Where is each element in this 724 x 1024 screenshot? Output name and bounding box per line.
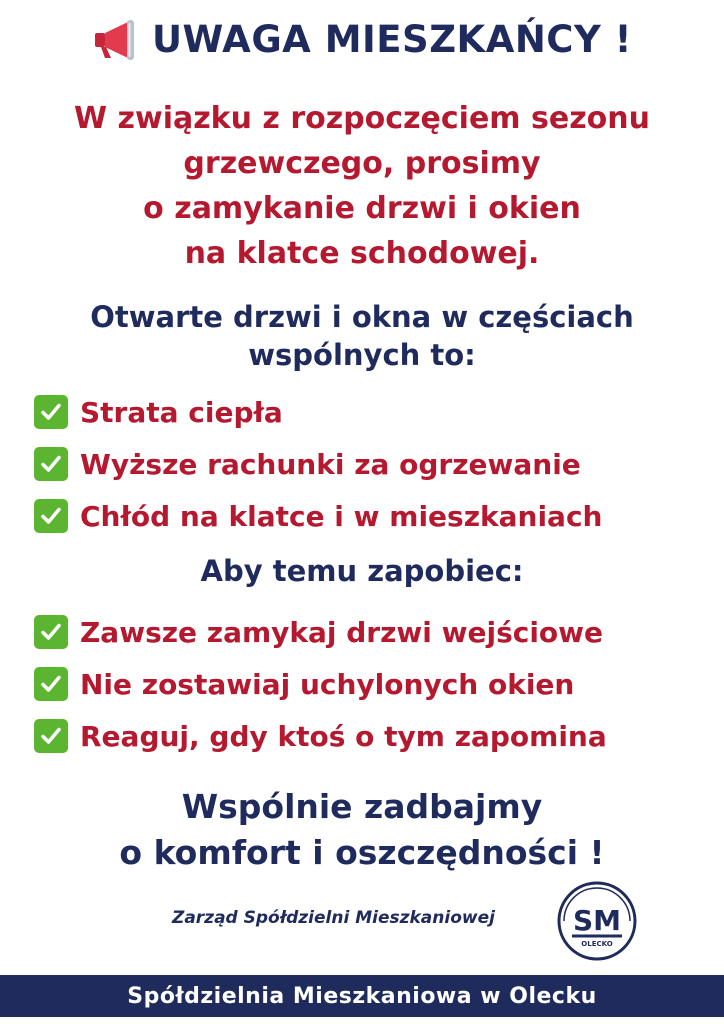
intro-line: grzewczego, prosimy bbox=[183, 146, 541, 181]
signature: Zarząd Spółdzielni Mieszkaniowej bbox=[172, 908, 495, 928]
problems-list bbox=[34, 386, 714, 542]
logo-letters: SM bbox=[572, 904, 622, 937]
check-icon bbox=[34, 667, 68, 701]
list-item bbox=[34, 386, 714, 438]
closing-message bbox=[0, 784, 724, 876]
problem-text: Strata ciepła bbox=[80, 395, 283, 429]
intro-line: W związku z rozpoczęciem sezonu bbox=[73, 101, 650, 136]
check-icon bbox=[34, 719, 68, 753]
intro-text bbox=[20, 96, 704, 276]
solution-text: Nie zostawiaj uchylonych okien bbox=[80, 667, 575, 701]
list-item bbox=[34, 438, 714, 490]
heading-line: wspólnych to: bbox=[248, 338, 476, 372]
title-row bbox=[0, 18, 724, 61]
intro-line: o zamykanie drzwi i okien bbox=[143, 191, 581, 226]
footer-text: Spółdzielnia Mieszkaniowa w Olecku bbox=[127, 983, 597, 1009]
prevent-heading: Aby temu zapobiec: bbox=[200, 554, 524, 588]
check-icon bbox=[34, 447, 68, 481]
intro-line: na klatce schodowej. bbox=[184, 236, 540, 271]
open-doors-heading bbox=[0, 298, 724, 374]
closing-line: o komfort i oszczędności ! bbox=[119, 833, 605, 872]
list-item bbox=[34, 658, 714, 710]
footer-bar bbox=[0, 975, 724, 1017]
logo-subtext: OLECKO bbox=[581, 940, 613, 948]
problem-text: Wyższe rachunki za ogrzewanie bbox=[80, 447, 581, 481]
problem-text: Chłód na klatce i w mieszkaniach bbox=[80, 499, 603, 533]
page-title: UWAGA MIESZKAŃCY ! bbox=[151, 18, 633, 61]
solution-text: Zawsze zamykaj drzwi wejściowe bbox=[80, 615, 604, 649]
solution-text: Reaguj, gdy ktoś o tym zapomina bbox=[80, 719, 607, 753]
heading-line: Otwarte drzwi i okna w częściach bbox=[90, 300, 634, 334]
megaphone-icon bbox=[92, 19, 142, 61]
closing-line: Wspólnie zadbajmy bbox=[181, 787, 543, 826]
solutions-list bbox=[34, 606, 714, 762]
check-icon bbox=[34, 499, 68, 533]
list-item bbox=[34, 490, 714, 542]
check-icon bbox=[34, 395, 68, 429]
check-icon bbox=[34, 615, 68, 649]
list-item bbox=[34, 710, 714, 762]
list-item bbox=[34, 606, 714, 658]
sm-logo bbox=[556, 880, 638, 962]
